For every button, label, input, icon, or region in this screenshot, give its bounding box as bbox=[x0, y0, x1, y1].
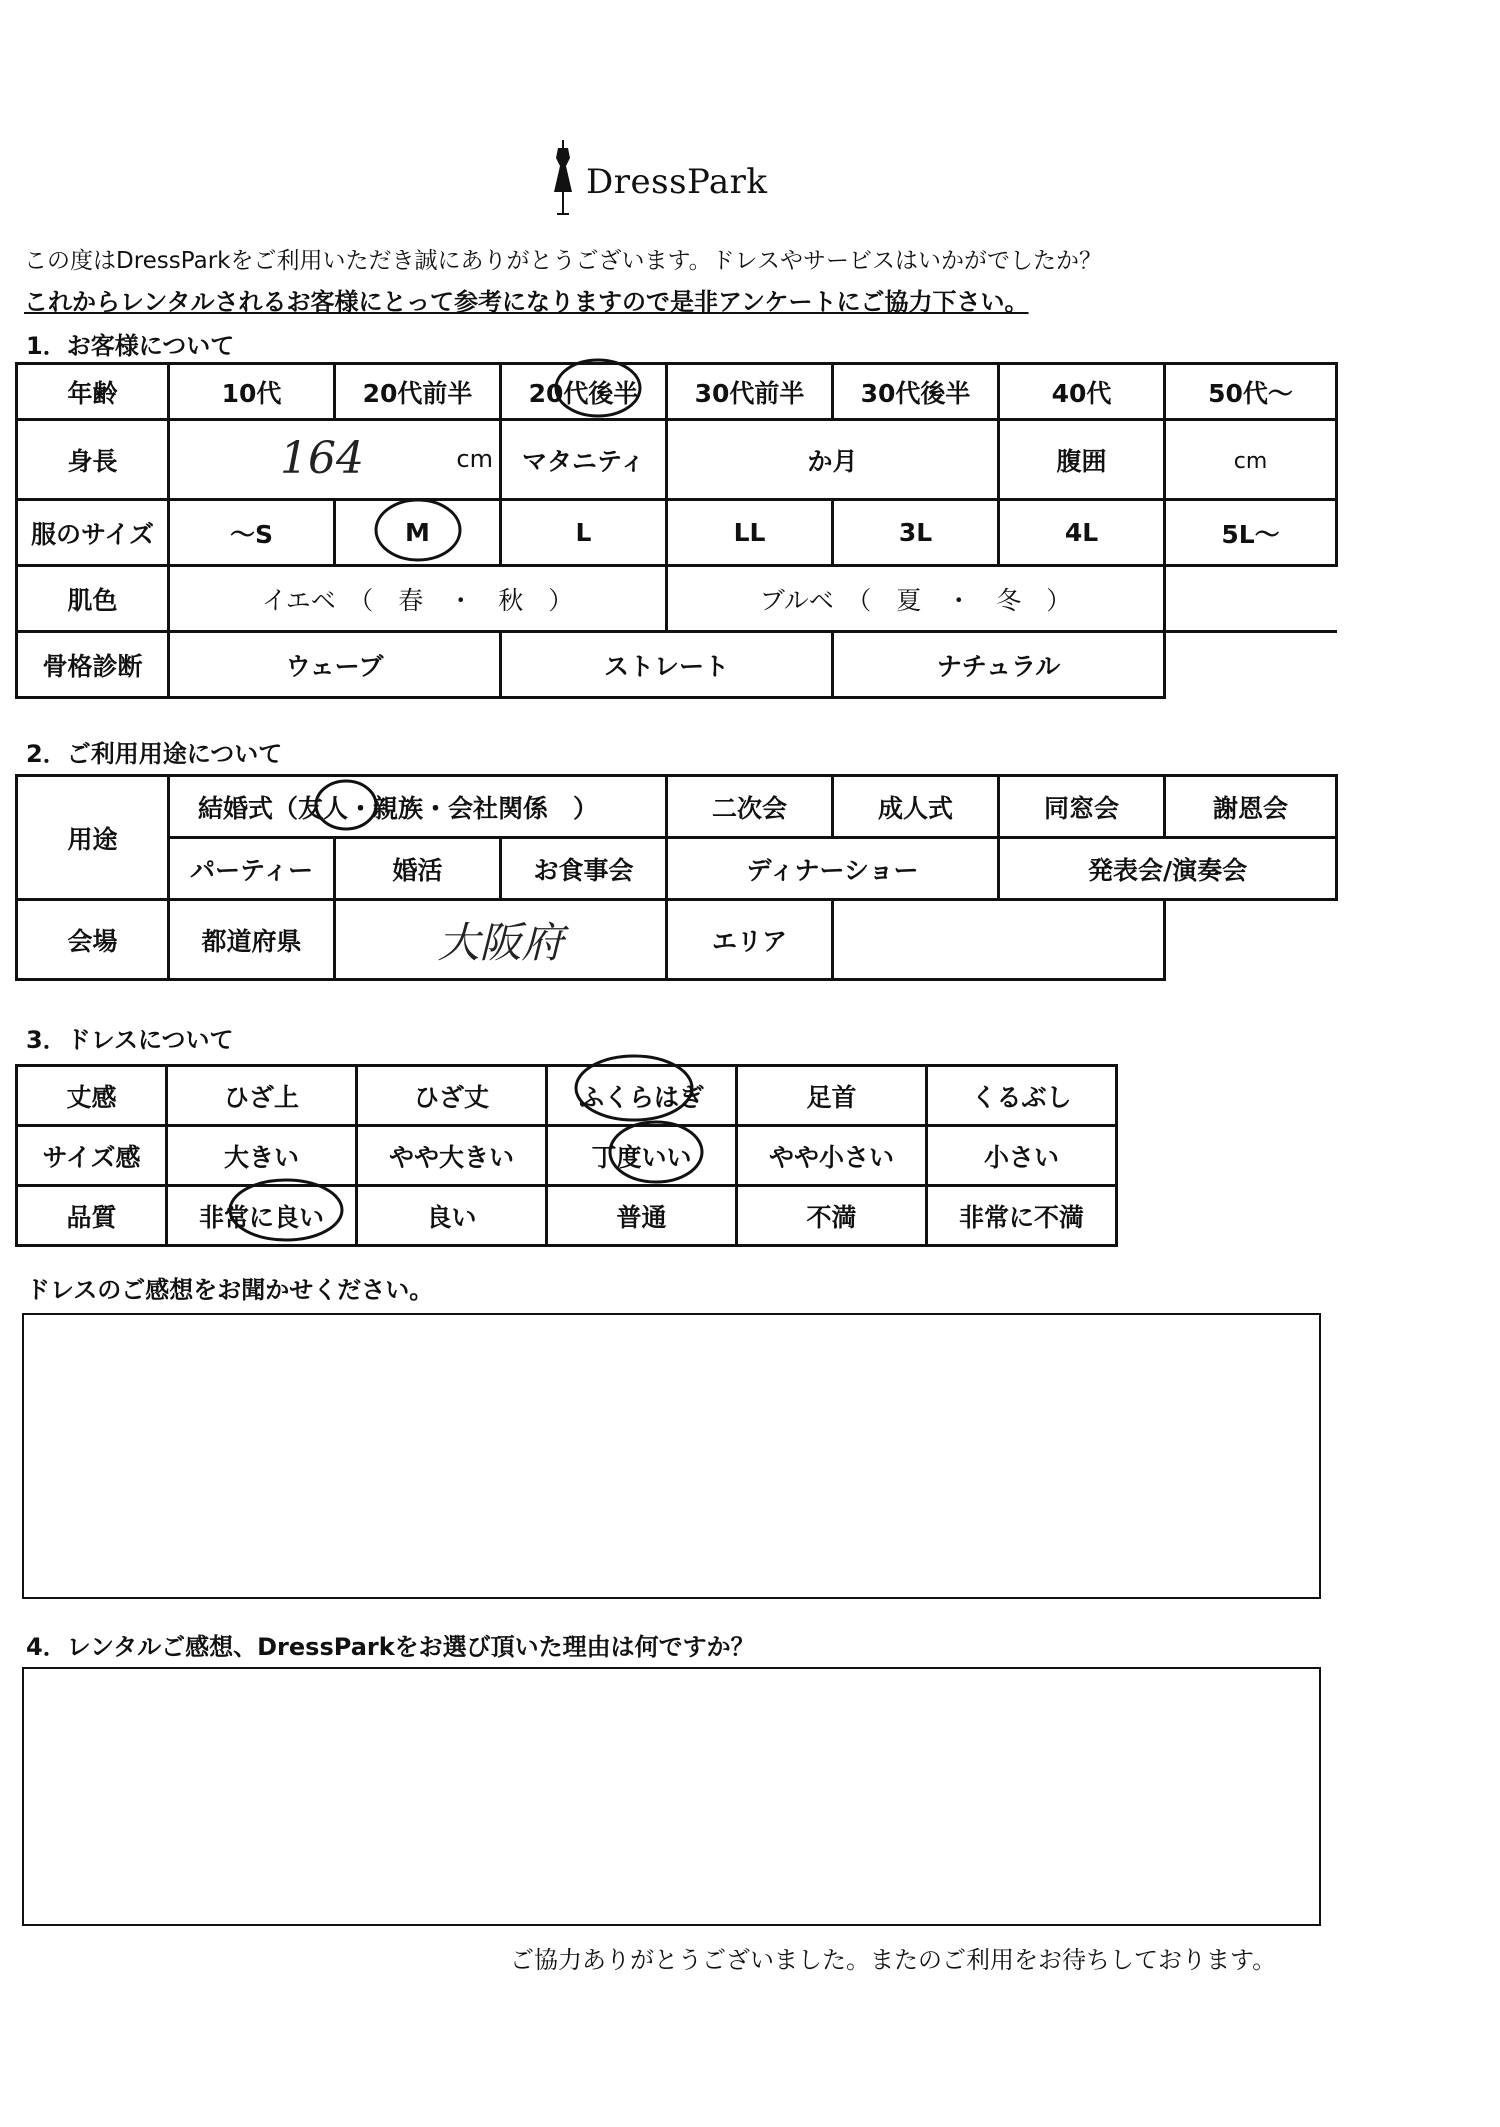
age-label: 年齢 bbox=[17, 364, 169, 420]
dress-icon bbox=[548, 140, 578, 220]
section4-heading: 4．レンタルご感想、DressParkをお選び頂いた理由は何ですか？ bbox=[26, 1633, 755, 1661]
fit-option[interactable]: 大きい bbox=[167, 1126, 357, 1186]
purpose-option[interactable]: 発表会/演奏会 bbox=[999, 838, 1337, 900]
age-option[interactable]: 40代 bbox=[999, 364, 1165, 420]
quality-row bbox=[17, 1186, 1117, 1246]
size-row bbox=[17, 500, 1337, 566]
quality-option[interactable]: 不満 bbox=[737, 1186, 927, 1246]
maternity-label: マタニティ bbox=[501, 420, 667, 500]
quality-option[interactable]: 非常に不満 bbox=[927, 1186, 1117, 1246]
dress-comment-prompt: ドレスのご感想をお聞かせください。 bbox=[26, 1276, 434, 1304]
fit-option[interactable]: やや小さい bbox=[737, 1126, 927, 1186]
purpose-option[interactable]: ディナーショー bbox=[667, 838, 999, 900]
skin-label: 肌色 bbox=[17, 566, 169, 632]
empty-cell bbox=[1165, 566, 1337, 632]
maternity-months-field[interactable] bbox=[667, 420, 999, 500]
belly-field[interactable] bbox=[1165, 420, 1337, 500]
purpose-option[interactable]: パーティー bbox=[169, 838, 335, 900]
size-option[interactable]: 4L bbox=[999, 500, 1165, 566]
quality-option[interactable]: 良い bbox=[357, 1186, 547, 1246]
height-field[interactable] bbox=[169, 420, 501, 500]
frame-option[interactable]: ストレート bbox=[501, 632, 833, 698]
purpose-option[interactable]: 婚活 bbox=[335, 838, 501, 900]
height-row bbox=[17, 420, 1337, 500]
belly-label: 腹囲 bbox=[999, 420, 1165, 500]
height-label: 身長 bbox=[17, 420, 169, 500]
customer-table bbox=[15, 362, 1338, 699]
length-option[interactable]: ひざ上 bbox=[167, 1066, 357, 1126]
age-option[interactable]: 30代前半 bbox=[667, 364, 833, 420]
purpose-row-2 bbox=[17, 838, 1337, 900]
size-option[interactable]: L bbox=[501, 500, 667, 566]
length-option[interactable]: くるぶし bbox=[927, 1066, 1117, 1126]
purpose-table bbox=[15, 774, 1338, 981]
quality-option[interactable]: 普通 bbox=[547, 1186, 737, 1246]
prefecture-label: 都道府県 bbox=[169, 900, 335, 980]
purpose-row-1 bbox=[17, 776, 1337, 838]
purpose-option[interactable]: お食事会 bbox=[501, 838, 667, 900]
length-row bbox=[17, 1066, 1117, 1126]
purpose-label: 用途 bbox=[17, 776, 169, 900]
fit-option[interactable]: やや大きい bbox=[357, 1126, 547, 1186]
wedding-prefix: 結婚式（ bbox=[198, 793, 299, 823]
size-option[interactable]: LL bbox=[667, 500, 833, 566]
age-option[interactable]: 20代前半 bbox=[335, 364, 501, 420]
age-row bbox=[17, 364, 1337, 420]
skin-blue-option[interactable]: ブルベ （ 夏 ・ 冬 ） bbox=[667, 566, 1165, 632]
skin-row bbox=[17, 566, 1337, 632]
section2-heading: 2．ご利用用途について bbox=[26, 740, 283, 768]
frame-option[interactable]: ウェーブ bbox=[169, 632, 501, 698]
footer-thanks: ご協力ありがとうございました。またのご利用をお待ちしております。 bbox=[510, 1946, 1277, 1974]
prefecture-field[interactable] bbox=[335, 900, 667, 980]
rental-comment-box[interactable] bbox=[22, 1667, 1321, 1926]
fit-option-selected[interactable]: 丁度いい bbox=[547, 1126, 737, 1186]
height-value: 164 bbox=[280, 433, 364, 484]
length-option[interactable]: ひざ丈 bbox=[357, 1066, 547, 1126]
prefecture-value: 大阪府 bbox=[437, 917, 564, 967]
dress-table bbox=[15, 1064, 1118, 1247]
age-option[interactable]: 50代～ bbox=[1165, 364, 1337, 420]
brand-logo bbox=[548, 140, 808, 220]
size-option[interactable]: 3L bbox=[833, 500, 999, 566]
brand-name: DressPark bbox=[586, 162, 768, 202]
purpose-option[interactable]: 謝恩会 bbox=[1165, 776, 1337, 838]
purpose-option[interactable]: 二次会 bbox=[667, 776, 833, 838]
area-label: エリア bbox=[667, 900, 833, 980]
size-option[interactable]: ～S bbox=[169, 500, 335, 566]
size-option-selected[interactable]: M bbox=[335, 500, 501, 566]
age-option[interactable]: 30代後半 bbox=[833, 364, 999, 420]
wedding-option[interactable] bbox=[169, 776, 667, 838]
frame-row bbox=[17, 632, 1337, 698]
area-field[interactable] bbox=[833, 900, 1165, 980]
length-option-selected[interactable]: ふくらはぎ bbox=[547, 1066, 737, 1126]
size-label: 服のサイズ bbox=[17, 500, 169, 566]
wedding-friend-selected[interactable]: 友人 bbox=[298, 793, 349, 823]
section3-heading: 3．ドレスについて bbox=[26, 1026, 234, 1054]
purpose-option[interactable]: 成人式 bbox=[833, 776, 999, 838]
fit-row bbox=[17, 1126, 1117, 1186]
months-unit: か月 bbox=[807, 446, 858, 476]
venue-row bbox=[17, 900, 1337, 980]
intro-emphasis: これからレンタルされるお客様にとって参考になりますので是非アンケートにご協力下さい。 bbox=[24, 288, 1029, 316]
skin-yellow-option[interactable]: イエベ （ 春 ・ 秋 ） bbox=[169, 566, 667, 632]
venue-label: 会場 bbox=[17, 900, 169, 980]
quality-option-selected[interactable]: 非常に良い bbox=[167, 1186, 357, 1246]
intro-text: この度はDressParkをご利用いただき誠にありがとうございます。ドレスやサービスはいかがでしたか？ bbox=[24, 248, 1102, 274]
dress-comment-box[interactable] bbox=[22, 1313, 1321, 1599]
purpose-option[interactable]: 同窓会 bbox=[999, 776, 1165, 838]
frame-label: 骨格診断 bbox=[17, 632, 169, 698]
empty-cell bbox=[1165, 632, 1337, 698]
wedding-rest: ・親族・会社関係 ） bbox=[348, 793, 599, 823]
height-unit: cm bbox=[456, 445, 493, 473]
frame-option[interactable]: ナチュラル bbox=[833, 632, 1165, 698]
fit-label: サイズ感 bbox=[17, 1126, 167, 1186]
fit-option[interactable]: 小さい bbox=[927, 1126, 1117, 1186]
section1-heading: 1．お客様について bbox=[26, 332, 235, 360]
empty-cell bbox=[1165, 900, 1337, 980]
age-option-selected[interactable]: 20代後半 bbox=[501, 364, 667, 420]
belly-unit: cm bbox=[1233, 449, 1268, 474]
size-option[interactable]: 5L～ bbox=[1165, 500, 1337, 566]
quality-label: 品質 bbox=[17, 1186, 167, 1246]
age-option[interactable]: 10代 bbox=[169, 364, 335, 420]
length-option[interactable]: 足首 bbox=[737, 1066, 927, 1126]
length-label: 丈感 bbox=[17, 1066, 167, 1126]
